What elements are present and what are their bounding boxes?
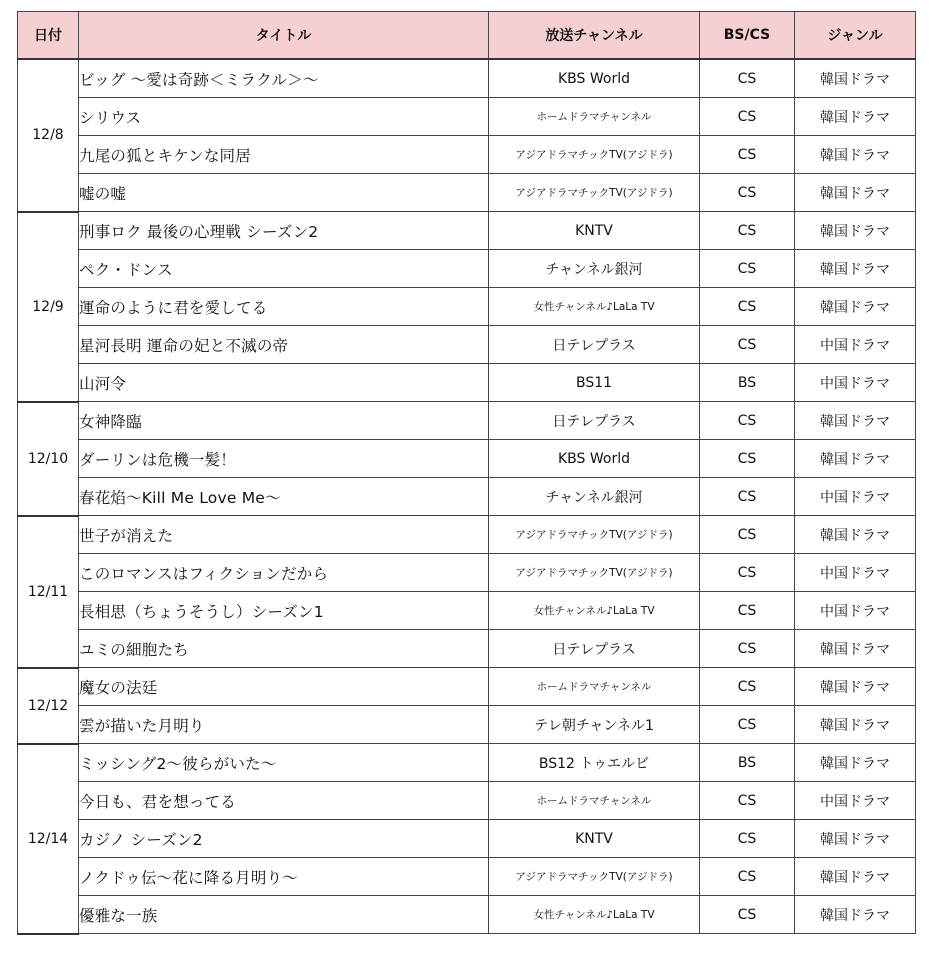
date-cell: 12/11: [18, 516, 79, 668]
date-cell: 12/12: [18, 668, 79, 744]
table-row: [18, 706, 916, 744]
title-cell: 星河長明 運命の妃と不滅の帝: [79, 326, 489, 364]
title-cell: 魔女の法廷: [79, 668, 489, 706]
genre-cell: 韓国ドラマ: [795, 820, 916, 858]
date-cell: 12/14: [18, 744, 79, 934]
bscs-cell: CS: [700, 136, 795, 174]
bscs-cell: CS: [700, 402, 795, 440]
title-cell: カジノ シーズン2: [79, 820, 489, 858]
genre-cell: 韓国ドラマ: [795, 212, 916, 250]
channel-cell: アジアドラマチックTV(アジドラ): [489, 136, 700, 174]
title-cell: ミッシング2～彼らがいた～: [79, 744, 489, 782]
header-row: [18, 12, 916, 60]
channel-cell: KNTV: [489, 820, 700, 858]
title-cell: ダーリンは危機一髪！: [79, 440, 489, 478]
genre-cell: 韓国ドラマ: [795, 630, 916, 668]
channel-cell: BS12 トゥエルビ: [489, 744, 700, 782]
bscs-cell: CS: [700, 212, 795, 250]
bscs-cell: CS: [700, 782, 795, 820]
bscs-cell: CS: [700, 668, 795, 706]
genre-cell: 韓国ドラマ: [795, 516, 916, 554]
bscs-cell: CS: [700, 706, 795, 744]
header-channel: 放送チャンネル: [489, 12, 700, 60]
bscs-cell: CS: [700, 516, 795, 554]
title-cell: シリウス: [79, 98, 489, 136]
schedule-table: [17, 11, 916, 935]
header-date: 日付: [18, 12, 79, 60]
title-cell: ビッグ ～愛は奇跡＜ミラクル＞～: [79, 59, 489, 98]
table-row: [18, 858, 916, 896]
genre-cell: 中国ドラマ: [795, 478, 916, 516]
table-row: [18, 174, 916, 212]
channel-cell: 日テレプラス: [489, 326, 700, 364]
title-cell: 九尾の狐とキケンな同居: [79, 136, 489, 174]
title-cell: 優雅な一族: [79, 896, 489, 934]
genre-cell: 韓国ドラマ: [795, 668, 916, 706]
bscs-cell: CS: [700, 174, 795, 212]
table-row: [18, 98, 916, 136]
channel-cell: BS11: [489, 364, 700, 402]
header-bscs: BS/CS: [700, 12, 795, 60]
title-cell: 嘘の嘘: [79, 174, 489, 212]
channel-cell: 女性チャンネル♪LaLa TV: [489, 592, 700, 630]
table-row: [18, 592, 916, 630]
bscs-cell: CS: [700, 288, 795, 326]
genre-cell: 韓国ドラマ: [795, 402, 916, 440]
bscs-cell: CS: [700, 896, 795, 934]
table-row: [18, 516, 916, 554]
genre-cell: 中国ドラマ: [795, 326, 916, 364]
title-cell: 雲が描いた月明り: [79, 706, 489, 744]
genre-cell: 韓国ドラマ: [795, 858, 916, 896]
channel-cell: アジアドラマチックTV(アジドラ): [489, 554, 700, 592]
table-row: [18, 59, 916, 98]
header-title: タイトル: [79, 12, 489, 60]
bscs-cell: CS: [700, 592, 795, 630]
channel-cell: 日テレプラス: [489, 630, 700, 668]
channel-cell: アジアドラマチックTV(アジドラ): [489, 516, 700, 554]
title-cell: 世子が消えた: [79, 516, 489, 554]
table-row: [18, 136, 916, 174]
title-cell: ペク・ドンス: [79, 250, 489, 288]
genre-cell: 中国ドラマ: [795, 592, 916, 630]
title-cell: このロマンスはフィクションだから: [79, 554, 489, 592]
channel-cell: アジアドラマチックTV(アジドラ): [489, 174, 700, 212]
genre-cell: 韓国ドラマ: [795, 440, 916, 478]
channel-cell: KBS World: [489, 59, 700, 98]
channel-cell: 日テレプラス: [489, 402, 700, 440]
bscs-cell: CS: [700, 630, 795, 668]
channel-cell: ホームドラマチャンネル: [489, 782, 700, 820]
channel-cell: ホームドラマチャンネル: [489, 668, 700, 706]
header-genre: ジャンル: [795, 12, 916, 60]
title-cell: ユミの細胞たち: [79, 630, 489, 668]
table-row: [18, 782, 916, 820]
table-row: [18, 478, 916, 516]
channel-cell: KBS World: [489, 440, 700, 478]
channel-cell: テレ朝チャンネル1: [489, 706, 700, 744]
genre-cell: 韓国ドラマ: [795, 896, 916, 934]
table-row: [18, 326, 916, 364]
channel-cell: ホームドラマチャンネル: [489, 98, 700, 136]
genre-cell: 韓国ドラマ: [795, 136, 916, 174]
date-cell: 12/9: [18, 212, 79, 402]
table-row: [18, 440, 916, 478]
bscs-cell: CS: [700, 98, 795, 136]
channel-cell: アジアドラマチックTV(アジドラ): [489, 858, 700, 896]
genre-cell: 韓国ドラマ: [795, 250, 916, 288]
table-row: [18, 402, 916, 440]
genre-cell: 韓国ドラマ: [795, 174, 916, 212]
title-cell: 女神降臨: [79, 402, 489, 440]
bscs-cell: CS: [700, 478, 795, 516]
title-cell: 長相思（ちょうそうし）シーズン1: [79, 592, 489, 630]
table-row: [18, 212, 916, 250]
bscs-cell: CS: [700, 326, 795, 364]
genre-cell: 中国ドラマ: [795, 364, 916, 402]
title-cell: 山河令: [79, 364, 489, 402]
bscs-cell: CS: [700, 820, 795, 858]
genre-cell: 韓国ドラマ: [795, 706, 916, 744]
title-cell: 今日も、君を想ってる: [79, 782, 489, 820]
channel-cell: 女性チャンネル♪LaLa TV: [489, 288, 700, 326]
bscs-cell: BS: [700, 364, 795, 402]
table-row: [18, 288, 916, 326]
genre-cell: 韓国ドラマ: [795, 59, 916, 98]
bscs-cell: CS: [700, 858, 795, 896]
table-row: [18, 554, 916, 592]
table-row: [18, 896, 916, 934]
table-row: [18, 668, 916, 706]
bscs-cell: CS: [700, 554, 795, 592]
date-cell: 12/10: [18, 402, 79, 516]
table-row: [18, 630, 916, 668]
channel-cell: KNTV: [489, 212, 700, 250]
title-cell: 春花焰～Kill Me Love Me～: [79, 478, 489, 516]
channel-cell: チャンネル銀河: [489, 478, 700, 516]
table-row: [18, 250, 916, 288]
bscs-cell: CS: [700, 440, 795, 478]
bscs-cell: CS: [700, 250, 795, 288]
table-row: [18, 364, 916, 402]
table-row: [18, 744, 916, 782]
genre-cell: 韓国ドラマ: [795, 288, 916, 326]
title-cell: 刑事ロク 最後の心理戦 シーズン2: [79, 212, 489, 250]
genre-cell: 中国ドラマ: [795, 554, 916, 592]
title-cell: ノクドゥ伝～花に降る月明り～: [79, 858, 489, 896]
genre-cell: 韓国ドラマ: [795, 744, 916, 782]
bscs-cell: BS: [700, 744, 795, 782]
bscs-cell: CS: [700, 59, 795, 98]
title-cell: 運命のように君を愛してる: [79, 288, 489, 326]
channel-cell: 女性チャンネル♪LaLa TV: [489, 896, 700, 934]
table-row: [18, 820, 916, 858]
schedule-body: [18, 59, 916, 934]
genre-cell: 中国ドラマ: [795, 782, 916, 820]
date-cell: 12/8: [18, 59, 79, 212]
genre-cell: 韓国ドラマ: [795, 98, 916, 136]
channel-cell: チャンネル銀河: [489, 250, 700, 288]
